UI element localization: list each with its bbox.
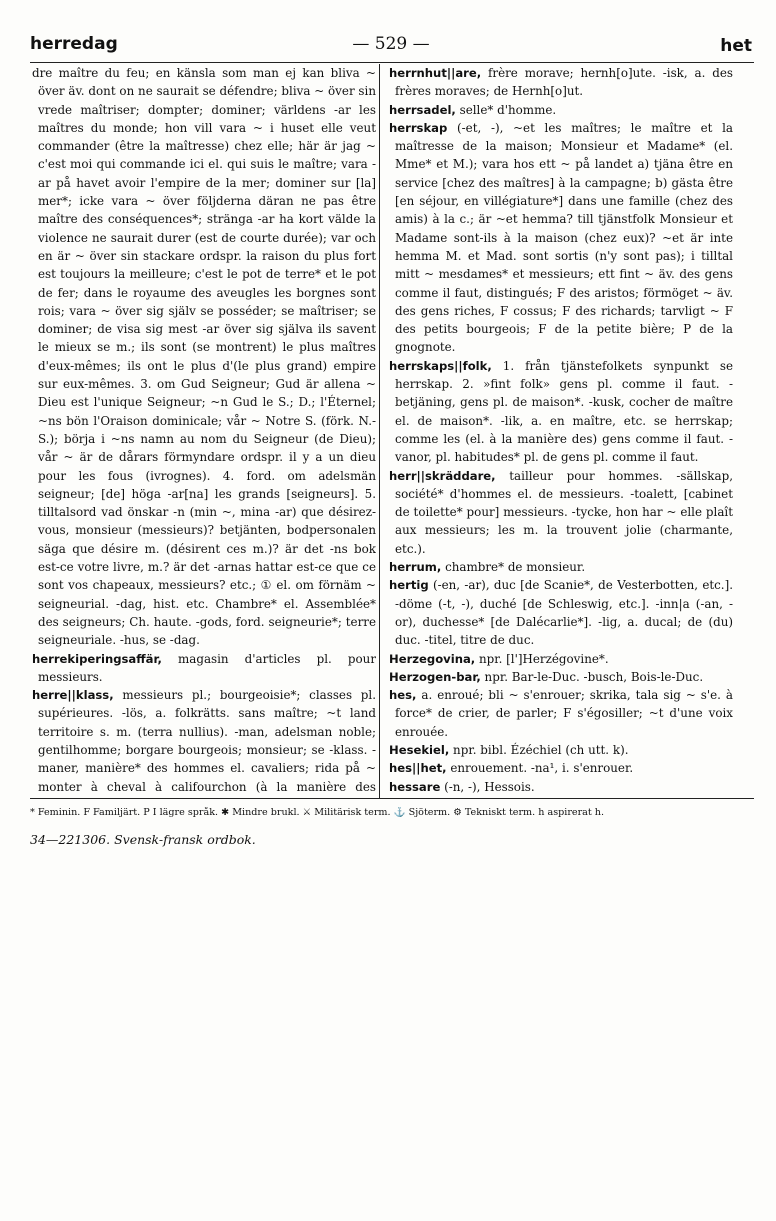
entry-headword: herrum, xyxy=(389,560,442,575)
page-number: — 529 — xyxy=(352,34,430,54)
dictionary-entry xyxy=(389,650,733,668)
entry-headword: hes||het, xyxy=(389,761,447,776)
dictionary-entry xyxy=(389,64,733,101)
dictionary-entry xyxy=(389,558,733,576)
entry-headword: herr||skräddare, xyxy=(389,468,496,483)
dictionary-entry xyxy=(389,686,733,741)
column-divider xyxy=(379,64,380,798)
left-column xyxy=(32,64,376,796)
entry-headword: Hesekiel, xyxy=(389,742,450,757)
entry-definition: (-et, -), ~et les maîtres; le maître et la maîtresse de la maison; Monsieur et Madame* (el. Mme* et M.); vara hos ett ~ på landet a) tjäna être en service [chez des maîtres] à la campagne; b) gästa être [en séjour, en villégiature*] dans une famille (chez des amis) à la c.; är ~et hemma? till tjänstfolk Monsieur et Madame sont-ils à la maison (chez eux)? ~et är inte hemma M. et Mad. sont sortis (n'y sont pas); i tilltal mitt ~ mesdames* et messieurs; ett fint ~ äv. des gens comme il faut, distingués; F des aristos; förmöget ~ äv. des gens riches, F cossus; F des richards; tarvligt ~ F des petits bourgeois; F de la petite bière; P de la gnognote. xyxy=(395,120,733,355)
entry-definition: enrouement. -na¹, i. s'enrouer. xyxy=(446,761,634,776)
entry-definition: magasin d'articles pl. pour messieurs. xyxy=(38,651,376,684)
entry-definition: npr. Bar-le-Duc. -busch, Bois-le-Duc. xyxy=(480,669,704,684)
entry-headword: Herzogen-bar, xyxy=(389,669,481,684)
entry-definition: selle* d'homme. xyxy=(455,102,557,117)
entry-definition: chambre* de monsieur. xyxy=(441,560,586,575)
footer-rule xyxy=(30,798,754,799)
entry-headword: hessare xyxy=(389,779,441,794)
dictionary-entry xyxy=(32,686,376,796)
dictionary-entry xyxy=(389,778,733,796)
entry-definition: 1. från tjänstefolkets synpunkt se herrskap. 2. »fint folk» gens pl. comme il faut. -betjäning, gens pl. de maison*. -kusk, cocher de maître el. de maison*. -lik, a. en maître, etc. se herrskap; comme les (el. à la manière des) gens comme il faut. -vanor, pl. habitudes* pl. de gens pl. comme il faut. xyxy=(395,358,733,465)
print-signature: 34—221306. Svensk-fransk ordbok. xyxy=(30,832,256,847)
entry-headword: herrskaps||folk, xyxy=(389,358,492,373)
dictionary-entry xyxy=(389,668,733,686)
dictionary-entry xyxy=(389,101,733,119)
dictionary-entry xyxy=(32,64,376,650)
entry-definition: npr. [l']Herzégovine*. xyxy=(475,651,609,666)
dictionary-entry xyxy=(389,467,733,558)
entry-headword: herrsadel, xyxy=(389,102,456,117)
entry-definition: npr. bibl. Ézéchiel (ch utt. k). xyxy=(449,742,629,757)
entry-definition: (-en, -ar), duc [de Scanie*, de Vesterbotten, etc.]. -döme (-t, -), duché [de Schleswig, etc.]. -inn|a (-an, -or), duchesse* [de Dalécarlie*]. -lig, a. ducal; de (du) duc. -titel, titre de duc. xyxy=(395,578,733,648)
entry-headword: hertig xyxy=(389,578,429,593)
entry-headword: herre||klass, xyxy=(32,688,114,703)
entry-definition: (-n, -), Hessois. xyxy=(440,779,535,794)
dictionary-entry xyxy=(32,650,376,687)
entry-definition: tailleur pour hommes. -sällskap, société* d'hommes el. de messieurs. -toalett, [cabinet de toilette* pour] messieurs. -tycke, hon har ~ elle plaît aux messieurs; les m. la trouvent jolie (charmante, etc.). xyxy=(395,468,733,556)
dictionary-entry xyxy=(389,741,733,759)
entry-definition: frère morave; hernh[o]ute. -isk, a. des frères moraves; de Hernh[o]ut. xyxy=(395,66,733,99)
header-rule xyxy=(30,62,754,63)
entry-headword: herrnhut||are, xyxy=(389,66,482,80)
abbreviation-footnote: * Feminin. F Familjärt. P I lägre språk. ✱ Mindre brukl. ⚔ Militärisk term. ⚓ Sjöterm. ⚙ Tekniskt term. h aspirerat h. xyxy=(30,807,605,818)
dictionary-entry xyxy=(389,357,733,467)
entry-headword: Herzegovina, xyxy=(389,651,476,666)
right-column xyxy=(389,64,733,796)
entry-definition: a. enroué; bli ~ s'enrouer; skrika, tala sig ~ s'e. à force* de crier, de parler; F s'égosiller; ~t d'une voix enrouée. xyxy=(395,688,733,739)
header-left-guideword: herredag xyxy=(30,34,118,54)
dictionary-entry xyxy=(389,576,733,649)
entry-headword: herrskap xyxy=(389,120,448,135)
entry-headword: herrekiperingsaffär, xyxy=(32,651,162,666)
page-header xyxy=(30,30,752,60)
dictionary-entry xyxy=(389,119,733,357)
header-right-guideword: het xyxy=(720,36,752,56)
dictionary-entry xyxy=(389,759,733,777)
entry-definition: dre maître du feu; en känsla som man ej kan bliva ~ över äv. dont on ne saurait se défendre; bliva ~ över sin vrede maîtriser; dompter; dominer; världens -ar les maîtres du monde; hon vill vara ~ i huset elle veut commander (être la maîtresse) chez elle; här är jag ~ c'est moi qui commande ici el. qui suis le maître; vara -ar på havet avoir l'empire de la mer; dominer sur [la] mer*; icke vara ~ över följderna däran ne pas être maître des conséquences*; stränga -ar ha kort välde la violence ne saurait durer (est de courte durée); var och en är ~ över sin stackare ordspr. la raison du plus fort est toujours la meilleure; c'est le pot de terre* et le pot de fer; dans le royaume des aveugles les borgnes sont rois; vara ~ över sig själv se posséder; se maîtriser; se dominer; de visa sig mest -ar över sig själva ils savent le mieux se m.; ils sont (se montrent) le plus maîtres d'eux-mêmes; ils ont le plus d'(le plus grand) empire sur eux-mêmes. 3. om Gud Seigneur; Gud är allena ~ Dieu est l'unique Seigneur; ~n Gud le S.; D.; l'Éternel; ~ns bön l'Oraison dominicale; vår ~ Notre S. (förk. N.-S.); börja i ~ns namn au nom du Seigneur (de Dieu); vår ~ är de dårars förmyndare ordspr. il y a un dieu pour les fous (ivrognes). 4. ford. om adelsmän seigneur; [de] höga -ar[na] les grands [seigneurs]. 5. tilltalsord vad önskar -n (min ~, mina -ar) que désirez-vous, monsieur (messieurs)? betjänten, bodpersonalen säga que désire m. (désirent ces m.)? är det -ns bok est-ce votre livre, m.? är det -arnas hattar est-ce que ce sont vos chapeaux, messieurs? etc.; ① el. om förnäm ~ seigneurial. -dag, hist. etc. Chambre* el. Assemblée* des seigneurs; Ch. haute. -gods, ford. seigneurie*; terre seigneuriale. -hus, se -dag. xyxy=(32,66,376,648)
entry-headword: hes, xyxy=(389,688,417,703)
entry-definition: messieurs pl.; bourgeoisie*; classes pl. supérieures. -lös, a. folkrätts. sans maître; ~t land territoire s. m. (terra nullius). -man, adelsman noble; gentilhomme; borgare bourgeois; monsieur; se -klass. -maner, manière* des hommes el. cavaliers; rida på ~ monter à cheval à califourchon (à la manière des xyxy=(38,688,376,794)
